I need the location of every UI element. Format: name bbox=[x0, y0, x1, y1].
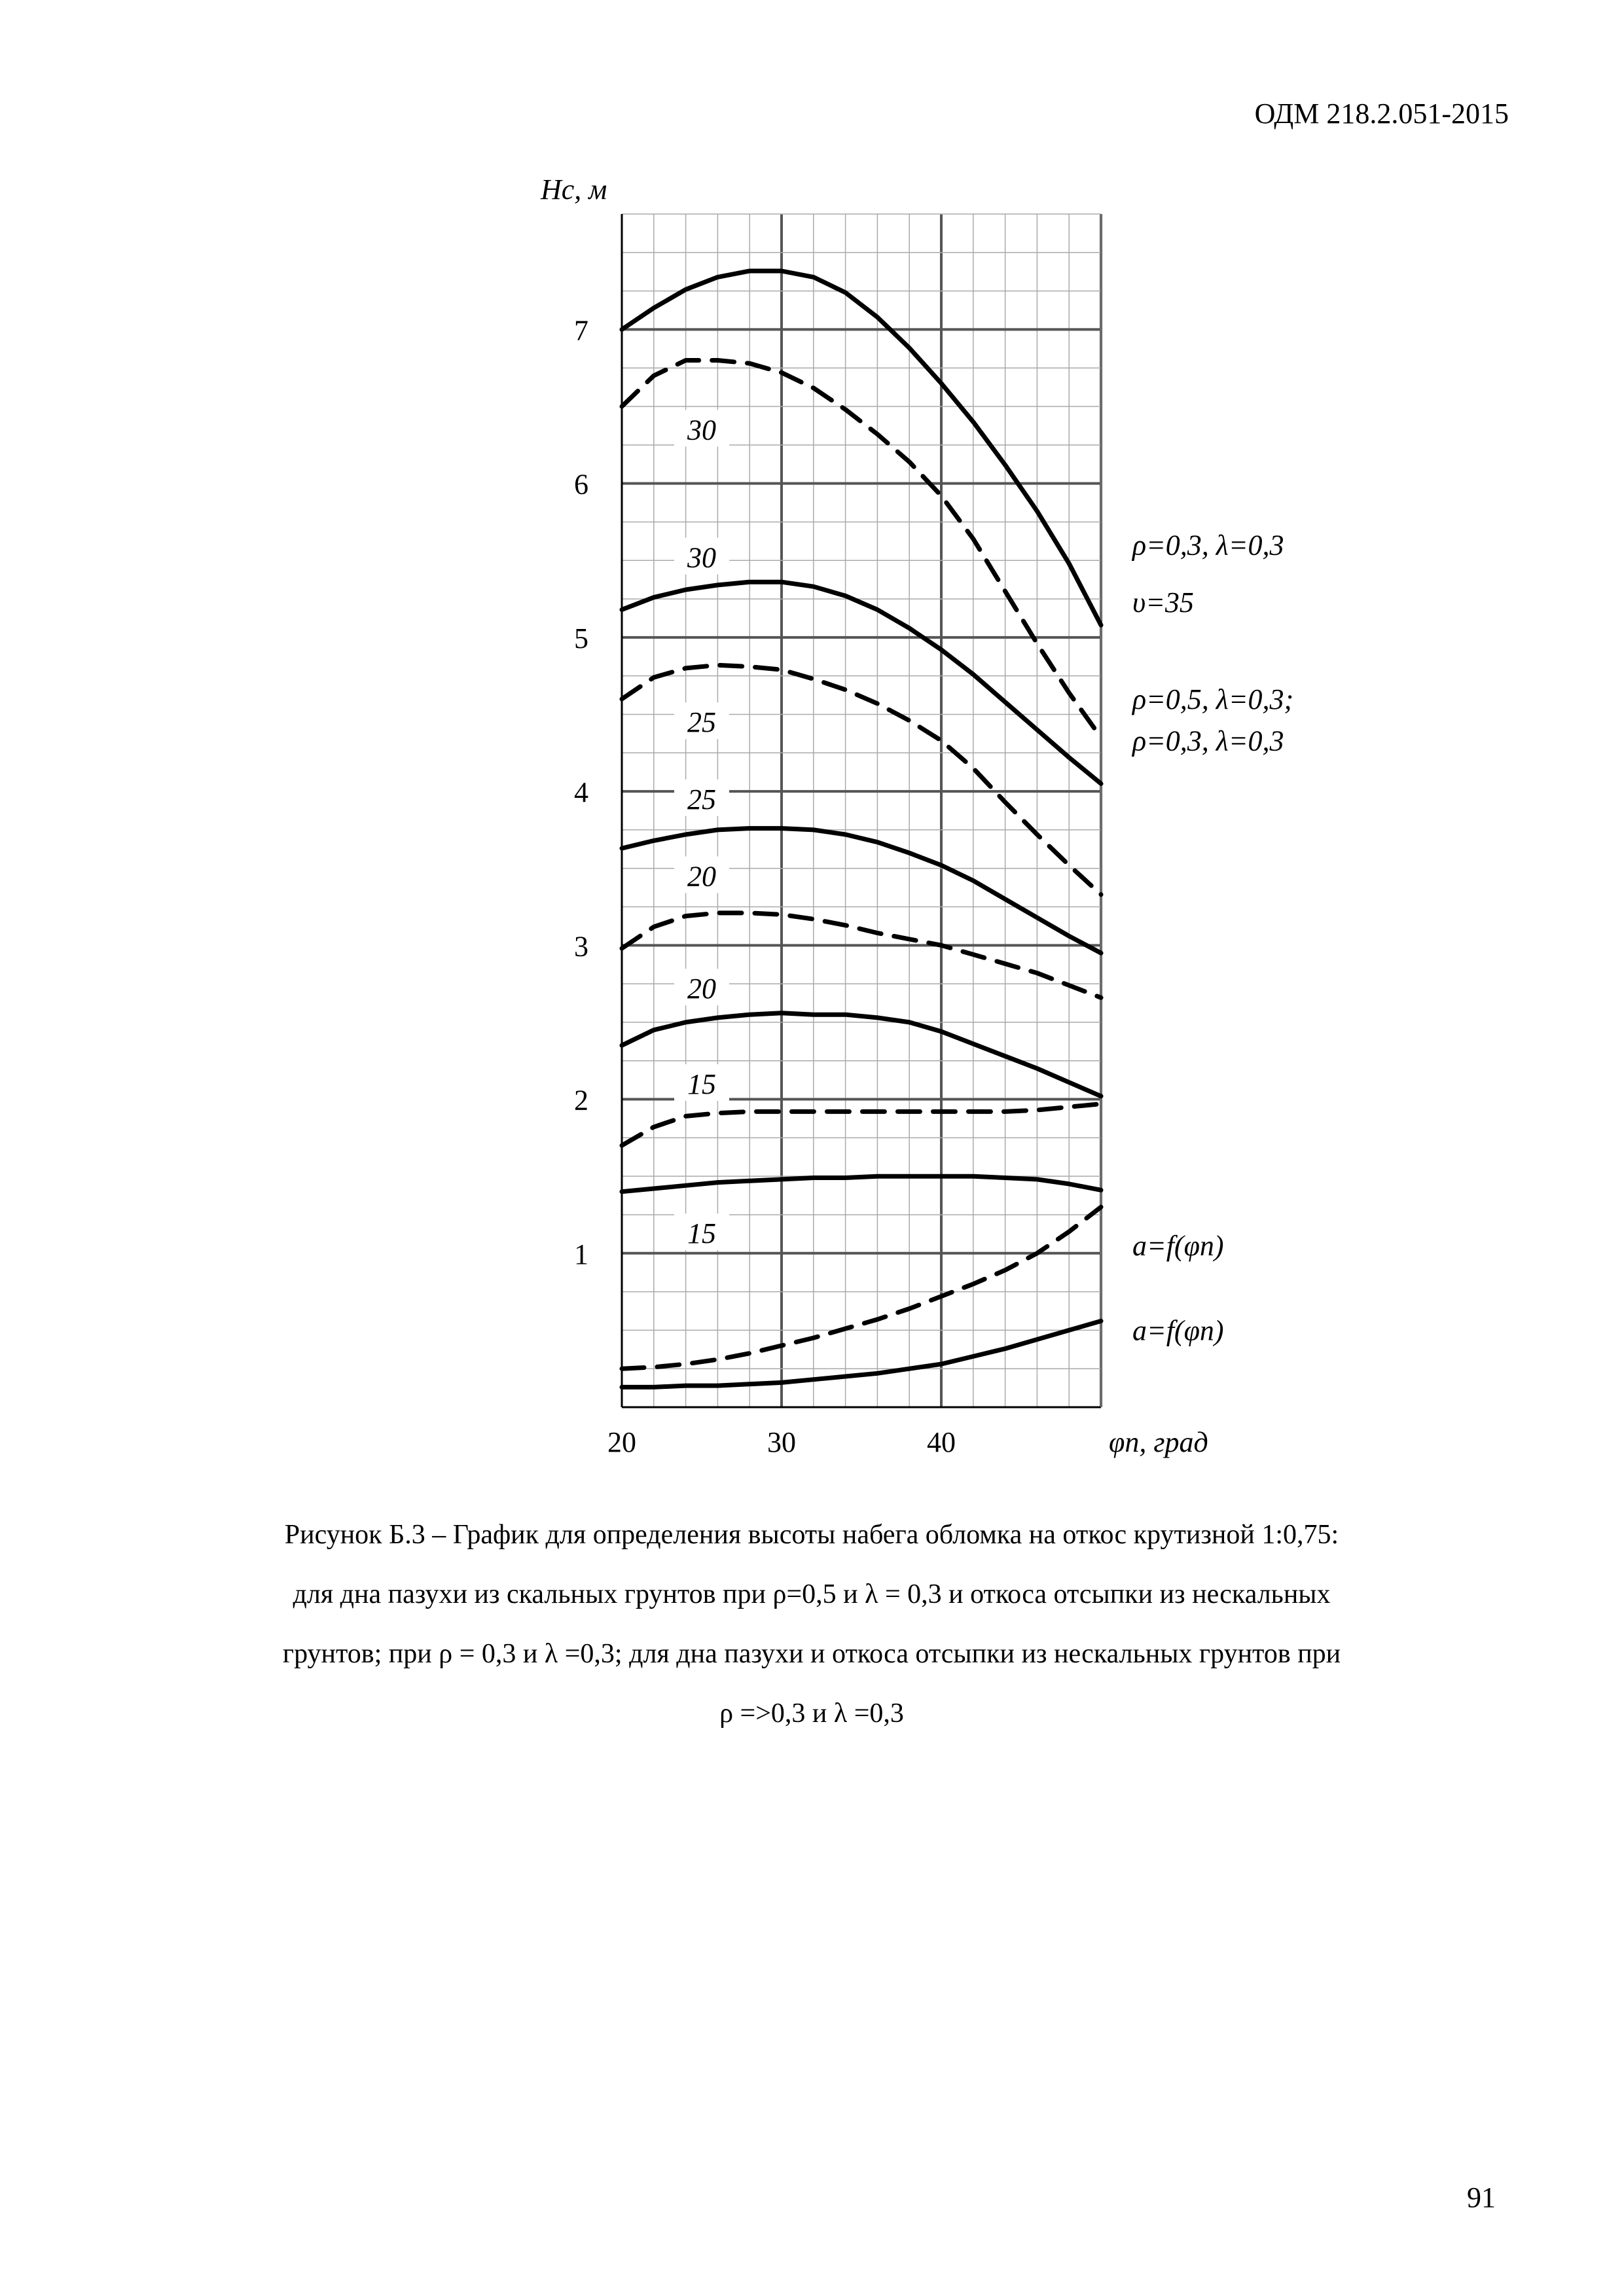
side-label: ρ=0,3, λ=0,3 bbox=[1132, 725, 1284, 757]
caption-line-2: для дна пазухи из скальных грунтов при ρ=0,5 и λ = 0,3 и откоса отсыпки из нескальных bbox=[293, 1579, 1331, 1609]
series-line-8 bbox=[622, 1104, 1101, 1146]
y-tick-label: 6 bbox=[574, 468, 588, 501]
caption-line-4: ρ =>0,3 и λ =0,3 bbox=[719, 1698, 904, 1729]
side-label: υ=35 bbox=[1132, 586, 1194, 619]
side-label: a=f(φn) bbox=[1132, 1314, 1224, 1347]
curve-label: 15 bbox=[687, 1217, 716, 1250]
y-tick-label: 2 bbox=[574, 1084, 588, 1117]
curve-label: 25 bbox=[687, 706, 716, 739]
side-label: ρ=0,5, λ=0,3; bbox=[1132, 683, 1294, 715]
chart-ticks bbox=[574, 314, 956, 1458]
side-label: ρ=0,3, λ=0,3 bbox=[1132, 529, 1284, 562]
caption-line-1: Рисунок Б.3 – График для определения высоты набега обломка на откос крутизной 1:0,75: bbox=[284, 1520, 1339, 1550]
y-tick-label: 1 bbox=[574, 1238, 588, 1270]
x-tick-label: 40 bbox=[927, 1426, 956, 1458]
y-tick-label: 7 bbox=[574, 314, 588, 347]
document-code: ОДМ 218.2.051-2015 bbox=[1254, 98, 1509, 130]
curve-label: 30 bbox=[687, 541, 716, 574]
y-tick-label: 3 bbox=[574, 930, 588, 963]
y-axis-label: Hc, м bbox=[541, 173, 607, 206]
y-tick-label: 5 bbox=[574, 622, 588, 655]
caption-line-3: грунтов; при ρ = 0,3 и λ =0,3; для дна пазухи и откоса отсыпки из нескальных грунтов при bbox=[282, 1639, 1341, 1669]
curve-label: 30 bbox=[687, 414, 716, 446]
curve-label: 25 bbox=[687, 783, 716, 816]
series-line-3 bbox=[622, 582, 1101, 783]
chart-annotations bbox=[674, 410, 1293, 1346]
page-number: 91 bbox=[1467, 2181, 1496, 2214]
y-tick-label: 4 bbox=[574, 776, 588, 809]
x-axis-label: φn, град bbox=[1109, 1426, 1208, 1458]
series-line-11 bbox=[622, 1321, 1101, 1387]
curve-label: 20 bbox=[687, 860, 716, 893]
curve-label: 20 bbox=[687, 973, 716, 1005]
series-line-9 bbox=[622, 1176, 1101, 1192]
curve-label: 15 bbox=[687, 1068, 716, 1101]
side-label: a=f(φn) bbox=[1132, 1230, 1224, 1263]
x-tick-label: 30 bbox=[767, 1426, 796, 1458]
x-tick-label: 20 bbox=[607, 1426, 636, 1458]
figure-caption bbox=[223, 1505, 1401, 1744]
